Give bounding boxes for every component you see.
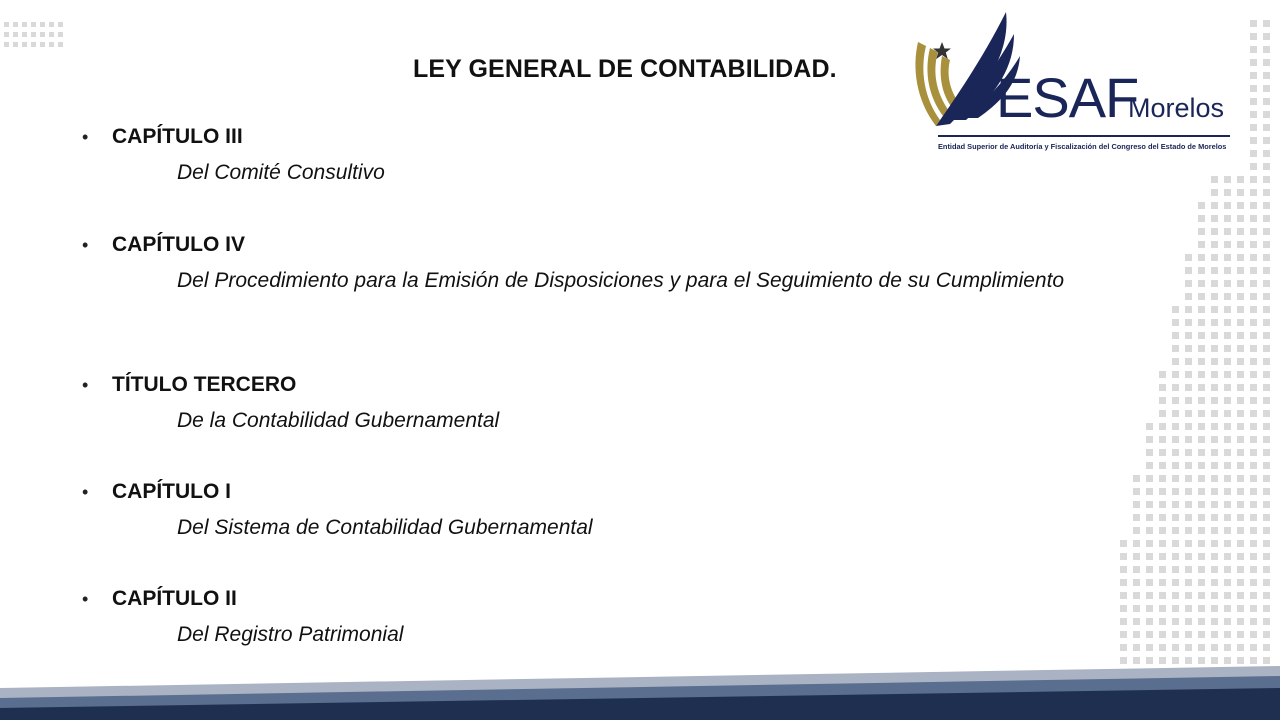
item-description: Del Comité Consultivo [177, 161, 385, 184]
bullet-icon: • [82, 235, 89, 255]
item-description: Del Sistema de Contabilidad Gubernamental [177, 516, 593, 539]
bullet-icon: • [82, 375, 89, 395]
decorative-dots-top-left [0, 18, 70, 58]
bullet-icon: • [82, 589, 89, 609]
item-heading: CAPÍTULO I [112, 480, 231, 503]
logo-tagline: Entidad Superior de Auditoría y Fiscalización del Congreso del Estado de Morelos [938, 142, 1227, 151]
item-description: Del Registro Patrimonial [177, 623, 404, 646]
item-heading: TÍTULO TERCERO [112, 373, 297, 396]
bullet-icon: • [82, 482, 89, 502]
slide-title: LEY GENERAL DE CONTABILIDAD. [413, 55, 837, 83]
item-heading: CAPÍTULO II [112, 587, 237, 610]
logo-subtitle: Morelos [1128, 93, 1225, 123]
logo-divider [938, 135, 1230, 137]
item-description: De la Contabilidad Gubernamental [177, 409, 500, 432]
bottom-decorative-band [0, 660, 1280, 720]
logo-wordmark: ESAF [996, 66, 1139, 129]
bullet-icon: • [82, 127, 89, 147]
item-heading: CAPÍTULO IV [112, 233, 246, 256]
item-description: Del Procedimiento para la Emisión de Disposiciones y para el Seguimiento de su Cumplimiento [177, 269, 1065, 292]
item-heading: CAPÍTULO III [112, 125, 243, 148]
